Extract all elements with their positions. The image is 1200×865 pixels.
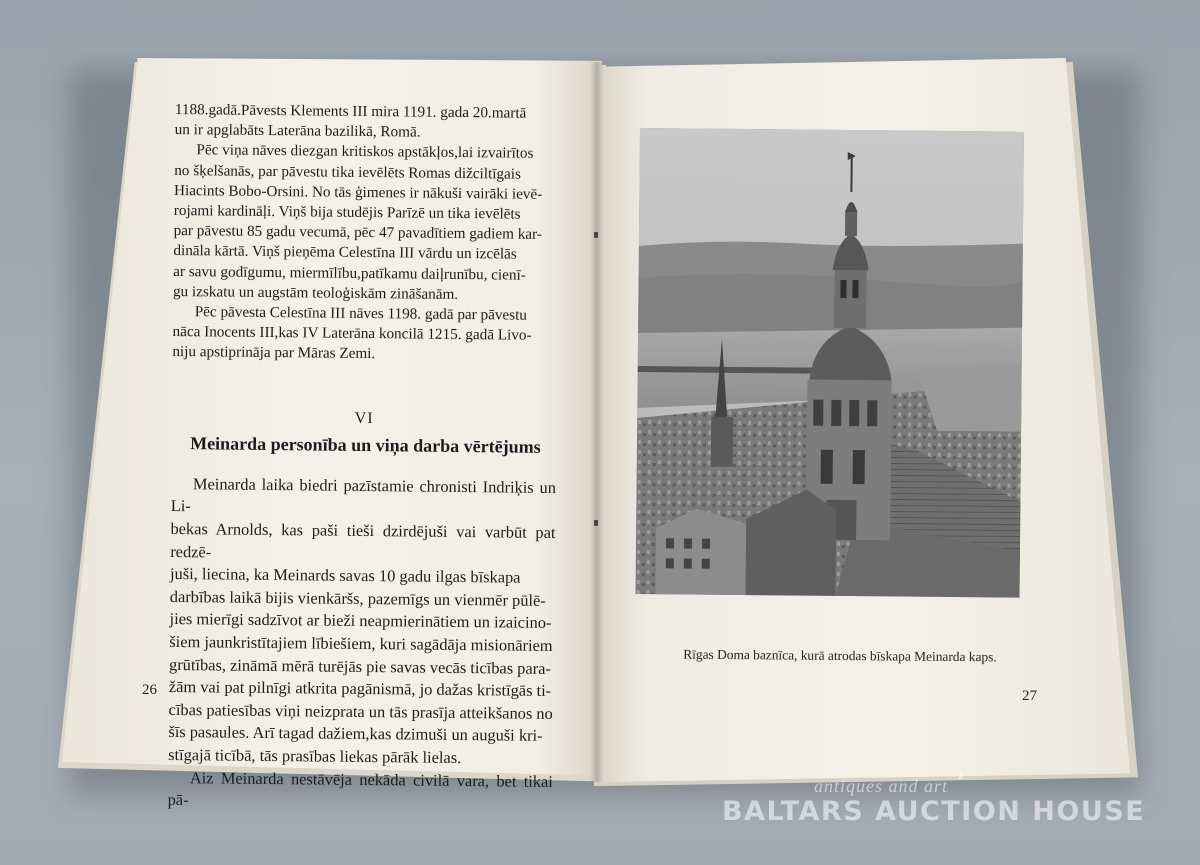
- text-line: bekas Arnolds, kas paši tieši dzirdējuši vai varbūt pat redzē-: [170, 519, 556, 562]
- text-line: ar savu godīgumu, miermīlību,patīkamu daiļrunību, cienī-: [173, 262, 526, 284]
- text-line: žām vai pat pilnīgi atkrita pagānismā, jo dažas kristīgās ti-: [168, 677, 552, 701]
- paragraph-continued: [175, 100, 560, 144]
- text-line: stīgajā ticībā, tās prasības liekas pārāk lielas.: [168, 744, 462, 768]
- text-line: Aiz Meinarda nestāvēja nekāda civilā vara, bet tikai pā-: [167, 767, 553, 810]
- photo-caption: Rīgas Doma baznīca, kurā atrodas bīskapa Meinarda kaps.: [683, 646, 997, 665]
- cathedral-photo: [636, 128, 1024, 598]
- watermark: [718, 770, 1146, 840]
- staple: [594, 232, 598, 238]
- text-line: grūtības, zināmā mērā turējās pie savas vecās ticības para-: [168, 654, 551, 678]
- text-line: gu izskatu un augstām teoloģiskām zināšanām.: [172, 282, 459, 303]
- bell-logo-icon: [946, 770, 976, 800]
- book-gutter: [590, 62, 604, 782]
- paragraph: [173, 140, 560, 306]
- text-line: jies mierīgi sadzīvot ar bieži neapmierinātiem un izaicino-: [169, 609, 552, 633]
- cathedral-illustration: [636, 128, 1024, 598]
- chapter-title: Meinarda personība un viņa darba vērtējums: [190, 433, 541, 457]
- text-line: Hiacints Bobo-Orsini. No tās ģimenes ir nākuši vairāki ievē-: [173, 181, 543, 203]
- paragraph: [168, 767, 553, 816]
- text-line: niju apstiprināja par Māras Zemi.: [172, 343, 376, 363]
- text-line: dināla kārtā. Viņš pieņēma Celestīna III vārdu un izcēlās: [173, 242, 517, 264]
- text-line: šīs pasaules. Arī tagad dažiem,kas dzimuši un auguši kri-: [168, 722, 543, 746]
- text-line: Pēc pāvesta Celestīna III nāves 1198. gadā par pāvestu: [194, 303, 528, 324]
- text-line: darbības laikā bijis vienkāršs, pazemīgs un vienmēr pūlē-: [169, 586, 546, 610]
- watermark-subtitle: antiques and art: [814, 776, 949, 796]
- text-line: 1188.gadā.Pāvests Klements III mira 1191. gada 20.martā: [174, 100, 527, 122]
- paragraph: [168, 473, 556, 771]
- text-line: šiem jaunkristītajiem lībiešiem, kuri sagādāja misionāriem: [169, 631, 553, 655]
- text-line: Meinarda laika biedri pazīstamie chronisti Indriķis un Li-: [170, 474, 557, 516]
- text-line: rojami kardināļi. Viņš bija studējis Parīzē un tika ievēlēts: [173, 202, 521, 223]
- text-line: no šķelšanās, par pāvestu tika ievēlēts Romas dižciltīgais: [174, 161, 522, 183]
- watermark-title: BALTARS AUCTION HOUSE: [722, 796, 1146, 827]
- page-number-left: 26: [142, 682, 157, 698]
- text-line: nāca Inocents III,kas IV Laterāna koncilā 1215. gadā Livo-: [172, 323, 532, 344]
- text-line: par pāvestu 85 gadu vecumā, pēc 47 pavadītiem gadiem kar-: [173, 222, 542, 244]
- staple: [594, 520, 598, 526]
- text-line: Pēc viņa nāves diezgan kritiskos apstākļos,lai izvairītos: [196, 141, 534, 163]
- text-line: un ir apglabāts Laterāna bazilikā, Romā.: [174, 121, 421, 141]
- left-page-text: [168, 100, 560, 816]
- text-line: cības patiesības viņi neizprata un tās prasīja atteikšanos no: [168, 699, 553, 723]
- paragraph: [172, 302, 558, 367]
- page-number-right: 27: [1022, 688, 1037, 704]
- chapter-number: VI: [354, 409, 374, 427]
- text-line: juši, liecina, ka Meinards savas 10 gadu ilgas bīskapa: [169, 564, 521, 587]
